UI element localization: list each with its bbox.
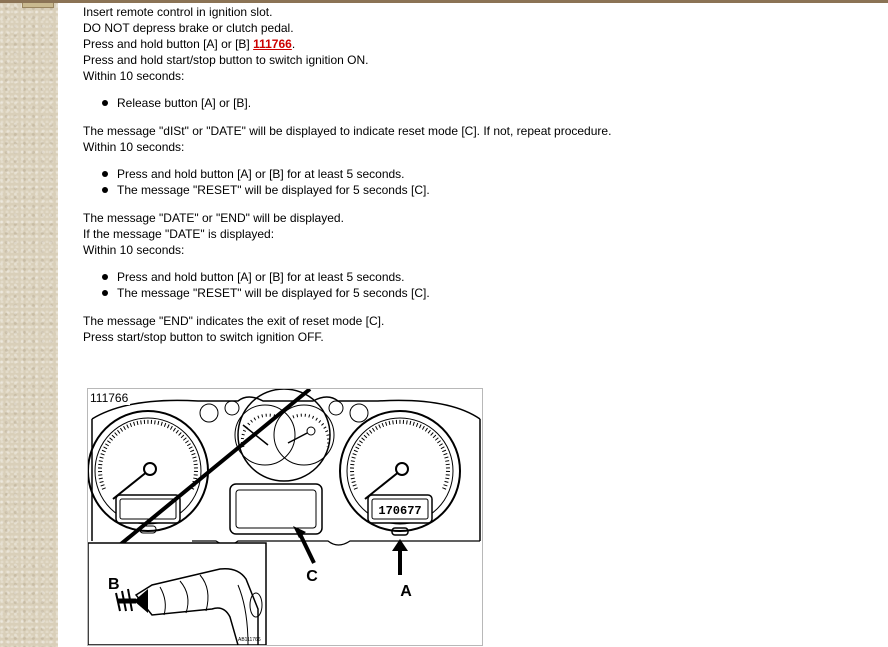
step-ignition-on: Press and hold start/stop button to switch ignition ON. [83,53,369,67]
small-reference: AB111766 [238,637,261,643]
reset-steps-c [83,269,883,301]
arrow-a [392,539,412,600]
list-item: Press and hold button [A] or [B] for at least 5 seconds. [117,166,883,182]
within-10-seconds-a: Within 10 seconds: [83,69,185,83]
label-b: B [108,576,120,593]
list-item: Release button [A] or [B]. [117,95,883,111]
list-item: Press and hold button [A] or [B] for at least 5 seconds. [117,269,883,285]
odometer-readout: 170677 [378,504,422,518]
figure-reference-link[interactable]: 111766 [253,37,292,51]
top-rule [0,0,888,3]
instrument-cluster-illustration [88,389,482,645]
sidebar-tab [22,3,54,8]
press-hold-suffix: . [291,37,296,51]
release-steps [83,95,883,111]
label-a: A [400,583,412,600]
message-date-end: The message "DATE" or "END" will be displayed. [83,211,344,225]
message-dist: The message "dISt" or "DATE" will be displayed to indicate reset mode [C]. If not, repeat procedure. [83,124,612,138]
message-end: The message "END" indicates the exit of reset mode [C]. [83,314,385,328]
left-sidebar [0,3,58,647]
exit-block [83,313,883,345]
right-gauge [340,411,460,535]
procedure-content [83,4,883,356]
step-insert-remote: Insert remote control in ignition slot. [83,5,273,19]
list-item: The message "RESET" will be displayed for 5 seconds [C]. [117,285,883,301]
date-end-block [83,210,883,258]
left-gauge [88,411,208,533]
reset-steps-b [83,166,883,198]
list-item: The message "RESET" will be displayed for 5 seconds [C]. [117,182,883,198]
if-date-displayed: If the message "DATE" is displayed: [83,227,275,241]
within-10-seconds-c: Within 10 seconds: [83,243,185,257]
within-10-seconds-b: Within 10 seconds: [83,140,185,154]
step-ignition-off: Press start/stop button to switch ignition OFF. [83,330,324,344]
intro-block [83,4,883,84]
press-hold-text: Press and hold button [A] or [B] [83,37,254,51]
figure-id: 111766 [90,391,129,405]
reset-mode-block [83,123,883,155]
instrument-cluster-figure [87,388,483,646]
remote-inset [88,543,266,645]
label-c: C [306,568,318,585]
step-no-brake: DO NOT depress brake or clutch pedal. [83,21,294,35]
step-press-hold [83,36,883,52]
